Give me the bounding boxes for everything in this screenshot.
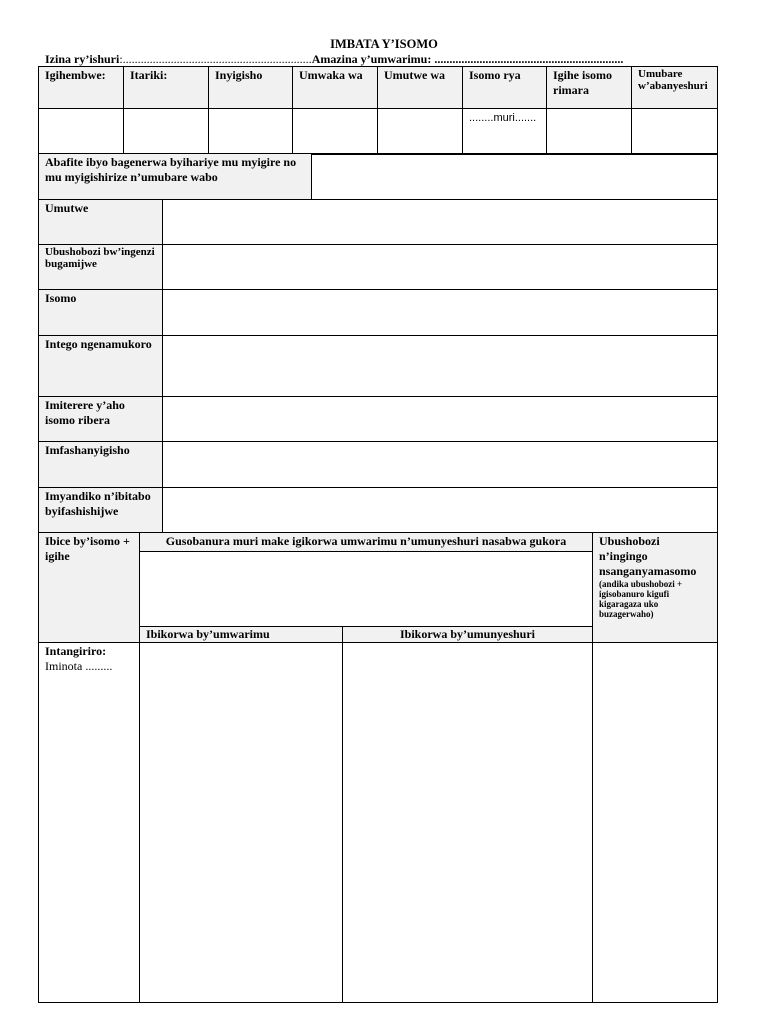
lesson-steps-table <box>38 532 718 1003</box>
teacher-name-field[interactable]: ............................................................... <box>431 52 624 66</box>
teacher-name-label: Amazina y’umwarimu: <box>311 52 432 66</box>
subject-cell[interactable] <box>209 109 293 155</box>
special-needs-table <box>38 153 718 200</box>
unit-title-label: Umutwe <box>39 200 163 245</box>
introduction-cell[interactable] <box>39 643 140 1003</box>
references-field[interactable] <box>163 488 718 533</box>
references-label: Imyandiko n’ibitabo byifashishijwe <box>39 488 163 533</box>
teaching-aids-field[interactable] <box>163 442 718 488</box>
introduction-label: Intangiriro: <box>45 644 107 658</box>
teacher-activities-field[interactable] <box>140 643 343 1003</box>
instructional-objective-field[interactable] <box>163 336 718 397</box>
competence-note: (andika ubushobozi + igisobanuro kigufi kigaragaza uko buzagerwaho) <box>599 579 683 619</box>
teacher-activities-header: Ibikorwa by’umwarimu <box>140 627 343 643</box>
duration-cell[interactable] <box>547 109 632 155</box>
col-header-class-size: Umubare w’abanyeshuri <box>632 67 718 109</box>
introduction-minutes: Iminota ......... <box>45 659 113 673</box>
lesson-info-table <box>38 66 718 155</box>
setting-field[interactable] <box>163 397 718 442</box>
lesson-details-table <box>38 199 718 533</box>
setting-label: Imiterere y’aho isomo ribera <box>39 397 163 442</box>
class-size-cell[interactable] <box>632 109 718 155</box>
col-header-date: Itariki: <box>124 67 209 109</box>
special-needs-label: Abafite ibyo bagenerwa byihariye mu myigire no mu myigishirize n’umubare wabo <box>39 154 312 200</box>
key-competence-label: Ubushobozi bw’ingenzi bugamijwe <box>39 245 163 290</box>
competence-header <box>593 533 718 643</box>
school-name-label: Izina ry’ishuri <box>45 52 120 66</box>
competence-field[interactable] <box>593 643 718 1003</box>
col-header-year: Umwaka wa <box>293 67 378 109</box>
lesson-number-cell[interactable] <box>463 109 547 155</box>
col-header-duration: Igihe isomo rimara <box>547 67 632 109</box>
key-competence-field[interactable] <box>163 245 718 290</box>
lesson-parts-label: Ibice by’isomo + igihe <box>39 533 140 643</box>
activities-description-header: Gusobanura muri make igikorwa umwarimu n’umunyeshuri nasabwa gukora <box>140 533 593 552</box>
school-name-field[interactable]: :............................................................... <box>119 52 312 66</box>
col-header-subject: Inyigisho <box>209 67 293 109</box>
lesson-title-field[interactable] <box>163 290 718 336</box>
activities-description-field[interactable] <box>140 552 593 627</box>
lesson-of-placeholder: ........muri....... <box>469 112 537 124</box>
instructional-objective-label: Intego ngenamukoro <box>39 336 163 397</box>
date-cell[interactable] <box>124 109 209 155</box>
student-activities-field[interactable] <box>343 643 593 1003</box>
year-cell[interactable] <box>293 109 378 155</box>
unit-cell[interactable] <box>378 109 463 155</box>
student-activities-header: Ibikorwa by’umunyeshuri <box>343 627 593 643</box>
col-header-lesson-number: Isomo rya <box>463 67 547 109</box>
special-needs-field[interactable] <box>312 154 718 200</box>
page-title: IMBATA Y’ISOMO <box>330 37 438 51</box>
col-header-unit: Umutwe wa <box>378 67 463 109</box>
teaching-aids-label: Imfashanyigisho <box>39 442 163 488</box>
col-header-term: Igihembwe: <box>39 67 124 109</box>
competence-label: Ubushobozi n’ingingo nsanganyamasomo <box>599 534 697 578</box>
header-line <box>45 52 623 67</box>
term-cell[interactable] <box>39 109 124 155</box>
lesson-title-label: Isomo <box>39 290 163 336</box>
unit-title-field[interactable] <box>163 200 718 245</box>
